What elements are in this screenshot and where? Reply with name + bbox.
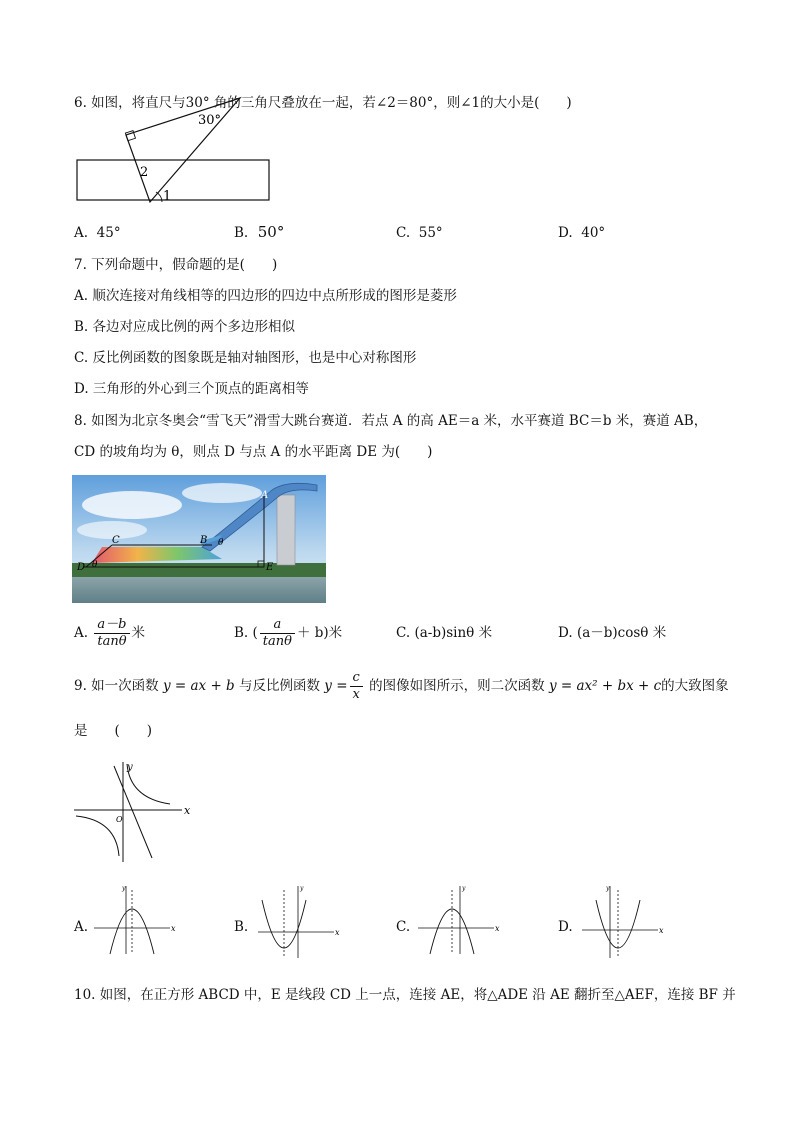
q6-option-a[interactable]: A. 45° [74,225,121,241]
label-theta-d: θ [92,560,98,570]
label-30: 30° [198,113,222,128]
q9-graph-d[interactable] [580,884,668,960]
svg-text:y: y [606,885,610,892]
label-d: D [77,562,86,573]
q8-option-b[interactable]: B. ( $\frac{a}{\tan\theta}$ ＋ b)米 [234,617,343,649]
svg-text:y: y [122,885,126,892]
hyperbola-q3 [76,816,119,856]
q8-option-a[interactable]: A. $\frac{a-b}{\tan\theta}$ 米 [74,617,146,649]
q9-stem-line1: 9. 如一次函数 y = ax + b 与反比例函数 y = $\frac{c}{x}$ 的图像如图所示，则二次函数 y = ax² + bx + c的大致图象 [74,670,729,702]
svg-text:x: x [335,928,340,937]
right-angle-mark [125,131,135,141]
svg-text:x: x [495,924,500,933]
label-theta-b: θ [218,538,224,548]
q9-main-graph [70,758,195,864]
q9-option-d[interactable]: D. [558,919,573,935]
q6-stem: 6. 如图，将直尺与30° 角的三角尺叠放在一起，若∠2＝80°，则∠1的大小是( ) [74,95,572,111]
q10-stem: 10. 如图，在正方形 ABCD 中，E 是线段 CD 上一点，连接 AE，将△ADE 沿 AE 翻折至△AEF，连接 BF 并 [74,987,736,1003]
q9-graph-c[interactable] [416,884,504,956]
line-graph [114,766,152,858]
label-2: 2 [140,165,149,180]
tower [277,495,295,565]
q7-option-b[interactable]: B. 各边对应成比例的两个多边形相似 [74,319,296,335]
q6-option-c[interactable]: C. 55° [396,225,443,241]
label-1: 1 [163,189,172,204]
q8-option-d[interactable]: D. (a－b)cosθ 米 [558,625,667,641]
q8-stem-line1: 8. 如图为北京冬奥会“雪飞天”滑雪大跳台赛道．若点 A 的高 AE＝a 米，水平赛道 BC＝b 米，赛道 AB， [74,413,708,429]
hyperbola-q1 [127,764,170,804]
q9-graph-b[interactable] [256,884,344,960]
label-o: O [116,815,123,824]
q7-stem: 7. 下列命题中，假命题的是( ) [74,257,278,273]
svg-text:x: x [659,926,664,935]
svg-text:x: x [171,924,176,933]
q7-option-d[interactable]: D. 三角形的外心到三个顶点的距离相等 [74,381,309,397]
q7-option-a[interactable]: A. 顺次连接对角线相等的四边形的四边中点所形成的图形是菱形 [74,288,457,304]
water [72,575,326,603]
q8-stem-line2: CD 的坡角均为 θ，则点 D 与点 A 的水平距离 DE 为( ) [74,444,433,460]
cloud [82,491,182,519]
q9-option-b[interactable]: B. [234,919,249,935]
q8-photo [72,475,326,603]
ruler [77,160,269,200]
label-a: A [261,490,269,501]
svg-text:y: y [300,885,304,892]
q6-option-b[interactable]: B. 50° [234,223,285,241]
label-e: E [266,562,274,573]
q9-option-a[interactable]: A. [74,919,89,935]
cloud [182,483,262,503]
label-c: C [112,535,120,546]
q8-option-c[interactable]: C. (a-b)sinθ 米 [396,625,493,641]
set-square [126,98,240,202]
q9-stem-line2: 是 ( ) [74,723,153,739]
q7-option-c[interactable]: C. 反比例函数的图象既是轴对轴图形，也是中心对称图形 [74,350,417,366]
q9-graph-a[interactable] [92,884,180,956]
label-y: y [127,762,133,773]
q6-figure [70,92,280,210]
label-x: x [184,804,191,817]
q6-option-d[interactable]: D. 40° [558,225,606,241]
svg-text:y: y [462,885,466,892]
label-b: B [200,535,208,546]
q9-option-c[interactable]: C. [396,919,411,935]
